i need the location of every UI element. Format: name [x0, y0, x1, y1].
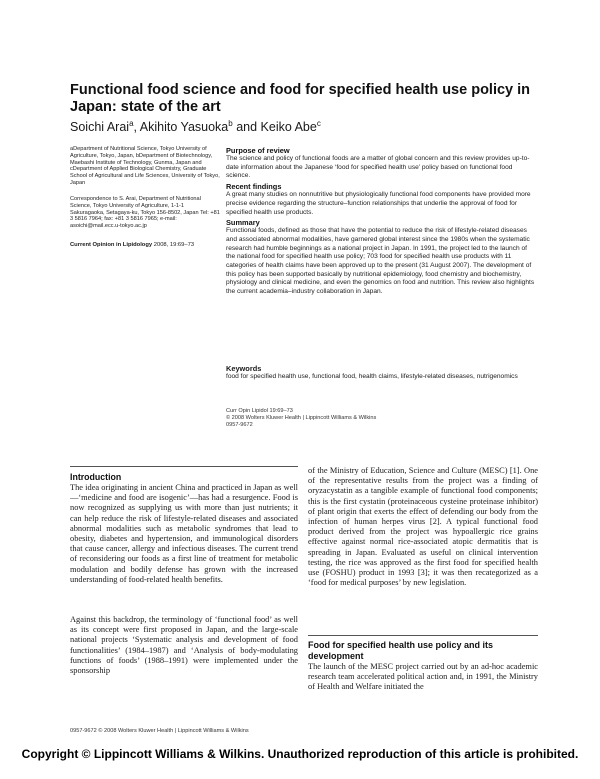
- citation-line: Curr Opin Lipidol 19:69–73: [226, 408, 293, 414]
- author-list: [70, 116, 540, 135]
- body-paragraph: of the Ministry of Education, Science and Culture (MESC) [1]. One of the representative results from the project was a finding of oryzacystatin as a tangible example of functional food components; this is the first cystatin (proteinaceous cysteine proteinase inhibitor) of plant origin that exerts the effect of defending our body from the infection of human herpes virus [2]. A typical functional food product derived from the project was hypoallergic rice grains effective against normal rice-associated atopic dermatitis that is spreading in Japan. Evaluated as useful on clinical intervention testing, the rice was approved as the first food for specified health use (FOSHU) product in 1993 [3]; it was then recategorized as a ‘food for medical purposes’ by new legislation.: [308, 466, 538, 588]
- journal-volume: 2008, 19:69–73: [153, 242, 195, 248]
- body-paragraph: The idea originating in ancient China and practiced in Japan as well—‘medicine and food are isogenic’—has had a resurgence. Food is now recognized as supplying us with more than just nutrients; it can help reduce the risk of lifestyle-related diseases and associated abnormal modalities such as metabolic syndromes that lead to obesity, diabetes and hypertension, and immunological disorders that cause cancer, allergy and infectious diseases. The current trend of reconsidering our foods as a first line of treatment for metabolic modulation and bodily defense has grown with the increased understanding of food-related health benefits.: [70, 483, 298, 584]
- section-fosu-policy: [308, 640, 538, 693]
- author-affil-mark: c: [316, 119, 321, 128]
- author-name: Soichi Arai: [70, 120, 130, 135]
- left-column: [70, 472, 298, 676]
- introduction-heading: Introduction: [70, 472, 122, 482]
- author-affil-mark: b: [228, 119, 233, 128]
- keywords-heading: Keywords: [226, 364, 262, 373]
- affiliations: aDepartment of Nutritional Science, Tokyo University of Agriculture, Tokyo, Japan, bDepartment of Biotechnology, Maebashi Institute of Technology, Gunma, Japan and cDepartment of Applied Biological Chemistry, Graduate School of Agricultural and Life Sciences, University of Tokyo, Japan: [70, 146, 220, 186]
- correspondence: Correspondence to S. Arai, Department of Nutritional Science, Tokyo University of Agriculture, 1-1-1 Sakuragaoka, Setagaya-ku, Tokyo 156-8502, Japan Tel: +81 3 5816 7964; fax: +81 3 5816 7965; e-mail: asoichi@mail.ecc.u-tokyo.ac.jp: [70, 196, 220, 230]
- section-heading: Food for specified health use policy and its development: [308, 640, 494, 661]
- author-separator: ,: [133, 120, 140, 135]
- author-name: Akihito Yasuoka: [139, 120, 229, 135]
- page-footer: 0957-9672 © 2008 Wolters Kluwer Health | Lippincott Williams & Wilkins: [70, 728, 249, 734]
- findings-heading: Recent findings: [226, 182, 282, 192]
- keywords-section: [226, 364, 536, 382]
- purpose-text: The science and policy of functional foods are a matter of global concern and this review provides up-to-date information about the Japanese ‘food for specified health use’ policy based on functional food science.: [226, 155, 530, 180]
- abstract: [226, 146, 536, 298]
- article-title: Functional food science and food for specified health use policy in Japan: state of the art: [70, 82, 531, 115]
- citation-block: [226, 408, 536, 428]
- right-column: [308, 466, 538, 588]
- author-name: Keiko Abe: [260, 120, 317, 135]
- purpose-heading: Purpose of review: [226, 146, 290, 155]
- citation-line: 0957-9672: [226, 421, 253, 428]
- author-separator: and: [232, 120, 261, 135]
- citation-line: © 2008 Wolters Kluwer Health | Lippincott Williams & Wilkins: [226, 414, 377, 421]
- keywords-text: food for specified health use, functional food, health claims, lifestyle-related diseases, nutrigenomics: [226, 373, 518, 380]
- journal-citation: [70, 242, 230, 249]
- summary-text: Functional foods, defined as those that have the potential to reduce the risk of lifestyle-related diseases and associated abnormal modalities, have garnered global interest since the 1980s when the systematic research had humble beginnings as a national project in Japan. In 1991, the project led to the launch of the national food for specified health use policy; 703 food for specified health use products with 11 categories of health claims have been approved up to the present (31 August 2007). The development of this policy has been supported basically by nutritional epidemiology, food chemistry and biochemistry, physiology and clinical medicine, and even the genomics on food and nutrition. This review also highlights the current academia–industry collaboration in Japan.: [226, 227, 535, 296]
- body-paragraph: The launch of the MESC project carried out by an ad-hoc academic research team accelerated political action and, in 1991, the Ministry of Health and Welfare initiated the: [308, 662, 538, 692]
- body-paragraph: Against this backdrop, the terminology of ‘functional food’ as well as its concept were first proposed in Japan, and the large-scale national projects ‘Systematic analysis and development of food functionalities’ (1984–1987) and ‘Analysis of body-modulating functions of foods’ (1988–1991) were implemented under the sponsorship: [70, 615, 298, 676]
- section-divider: [308, 635, 538, 636]
- section-divider: [70, 466, 298, 467]
- copyright-notice: Copyright © Lippincott Williams & Wilkins. Unauthorized reproduction of this article is prohibited.: [21, 747, 579, 761]
- summary-heading: Summary: [226, 218, 260, 228]
- journal-name: Current Opinion in Lipidology: [70, 242, 153, 248]
- findings-text: A great many studies on nonnutritive but physiologically functional food components have provided more precise evidence regarding the structure–function relationships that underlie the approval of food for specified health use products.: [226, 191, 531, 216]
- author-affil-mark: a: [129, 119, 134, 128]
